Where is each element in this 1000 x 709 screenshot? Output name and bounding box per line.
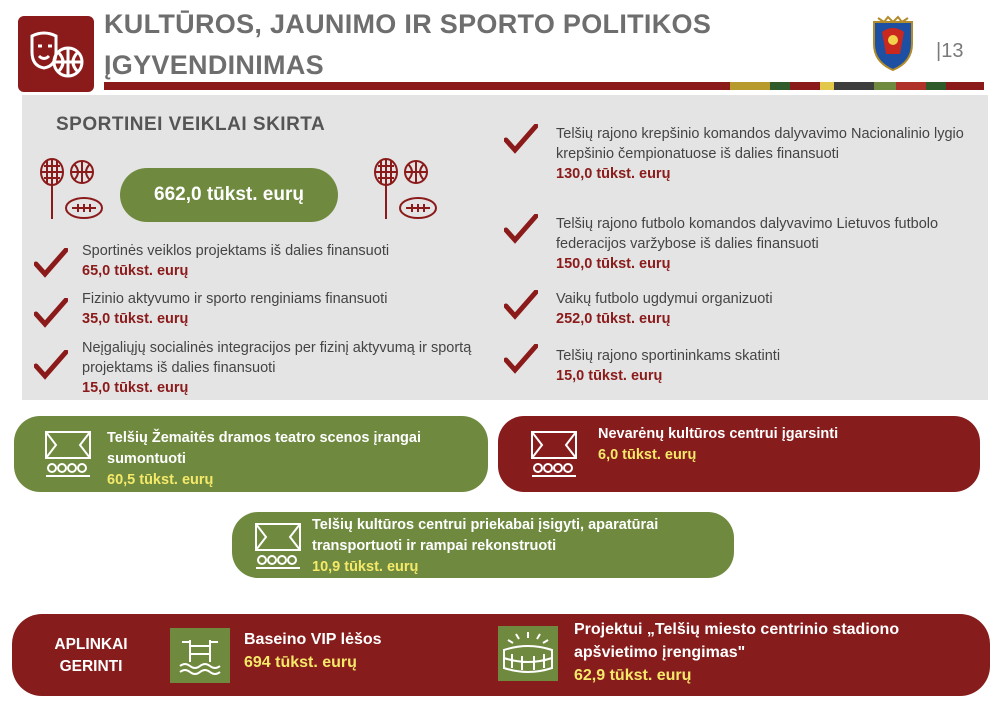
header-color-stripes xyxy=(730,82,984,90)
culture-text xyxy=(598,424,958,466)
item-amount: 62,9 tūkst. eurų xyxy=(574,667,692,684)
item-amount: 15,0 tūkst. eurų xyxy=(82,380,189,396)
check-icon xyxy=(34,350,68,380)
sports-equipment-icon xyxy=(370,158,440,222)
check-icon xyxy=(504,290,538,320)
environment-stadium xyxy=(574,618,954,687)
list-item xyxy=(556,124,966,184)
sports-equipment-icon xyxy=(36,158,106,222)
check-icon xyxy=(504,214,538,244)
stage-icon xyxy=(528,428,580,480)
item-text: Telšių Žemaitės dramos teatro scenos įrangai sumontuoti xyxy=(107,430,422,467)
sport-heading: SPORTINEI VEIKLAI SKIRTA xyxy=(56,114,326,135)
item-amount: 65,0 tūkst. eurų xyxy=(82,263,189,279)
item-amount: 10,9 tūkst. eurų xyxy=(312,559,419,575)
coat-of-arms xyxy=(870,14,916,72)
culture-text xyxy=(312,515,722,578)
list-item xyxy=(556,346,966,386)
culture-item-nevarenai xyxy=(498,416,980,492)
item-amount: 60,5 tūkst. eurų xyxy=(107,472,214,488)
item-amount: 252,0 tūkst. eurų xyxy=(556,311,671,327)
stage-icon xyxy=(252,520,304,572)
theater-basketball-icon xyxy=(18,16,94,92)
item-text: Telšių rajono sportininkams skatinti xyxy=(556,348,781,364)
item-text: Fizinio aktyvumo ir sporto renginiams finansuoti xyxy=(82,291,388,307)
sport-total: 662,0 tūkst. eurų xyxy=(120,168,338,222)
culture-text xyxy=(107,428,467,491)
item-text: Sportinės veiklos projektams iš dalies finansuoti xyxy=(82,243,390,259)
page-title: KULTŪROS, JAUNIMO IR SPORTO POLITIKOS ĮGYVENDINIMAS xyxy=(104,9,712,80)
item-amount: 694 tūkst. eurų xyxy=(244,654,357,671)
item-amount: 130,0 tūkst. eurų xyxy=(556,166,671,182)
environment-section xyxy=(12,614,990,696)
environment-pool xyxy=(244,628,484,674)
page-number: |13 xyxy=(936,40,964,62)
item-amount: 150,0 tūkst. eurų xyxy=(556,256,671,272)
item-text: Nevarėnų kultūros centrui įgarsinti xyxy=(598,426,839,442)
item-amount: 35,0 tūkst. eurų xyxy=(82,311,189,327)
item-text: Telšių rajono krepšinio komandos dalyvavimo Nacionalinio lygio krepšinio čempionatuose iš dalies finansuoti xyxy=(556,126,964,162)
stage-icon xyxy=(42,428,94,480)
check-icon xyxy=(504,124,538,154)
culture-logo xyxy=(18,16,94,92)
item-text: Vaikų futbolo ugdymui organizuoti xyxy=(556,291,773,307)
check-icon xyxy=(34,298,68,328)
environment-label: APLINKAI GERINTI xyxy=(54,636,128,675)
check-icon xyxy=(504,344,538,374)
item-text: Baseino VIP lėšos xyxy=(244,631,382,648)
culture-item-telsiai xyxy=(232,512,734,578)
check-icon xyxy=(34,248,68,278)
list-item xyxy=(556,289,966,329)
item-text: Neįgaliųjų socialinės integracijos per fizinį aktyvumą ir sportą projektams iš dalies finansuoti xyxy=(82,340,472,376)
item-text: Telšių rajono futbolo komandos dalyvavimo Lietuvos futbolo federacijos varžybose iš dalies finansuoti xyxy=(556,216,939,252)
pool-icon xyxy=(170,628,230,683)
list-item xyxy=(82,338,487,398)
stadium-icon xyxy=(498,626,558,681)
item-text: Telšių kultūros centrui priekabai įsigyti, aparatūrai transportuoti ir rampai rekonstruoti xyxy=(312,517,659,554)
item-text: Projektui „Telšių miesto centrinio stadiono apšvietimo įrengimas" xyxy=(574,621,900,661)
list-item xyxy=(82,289,472,329)
culture-item-theater xyxy=(14,416,488,492)
list-item xyxy=(82,241,472,281)
item-amount: 6,0 tūkst. eurų xyxy=(598,447,697,463)
list-item xyxy=(556,214,966,274)
item-amount: 15,0 tūkst. eurų xyxy=(556,368,663,384)
